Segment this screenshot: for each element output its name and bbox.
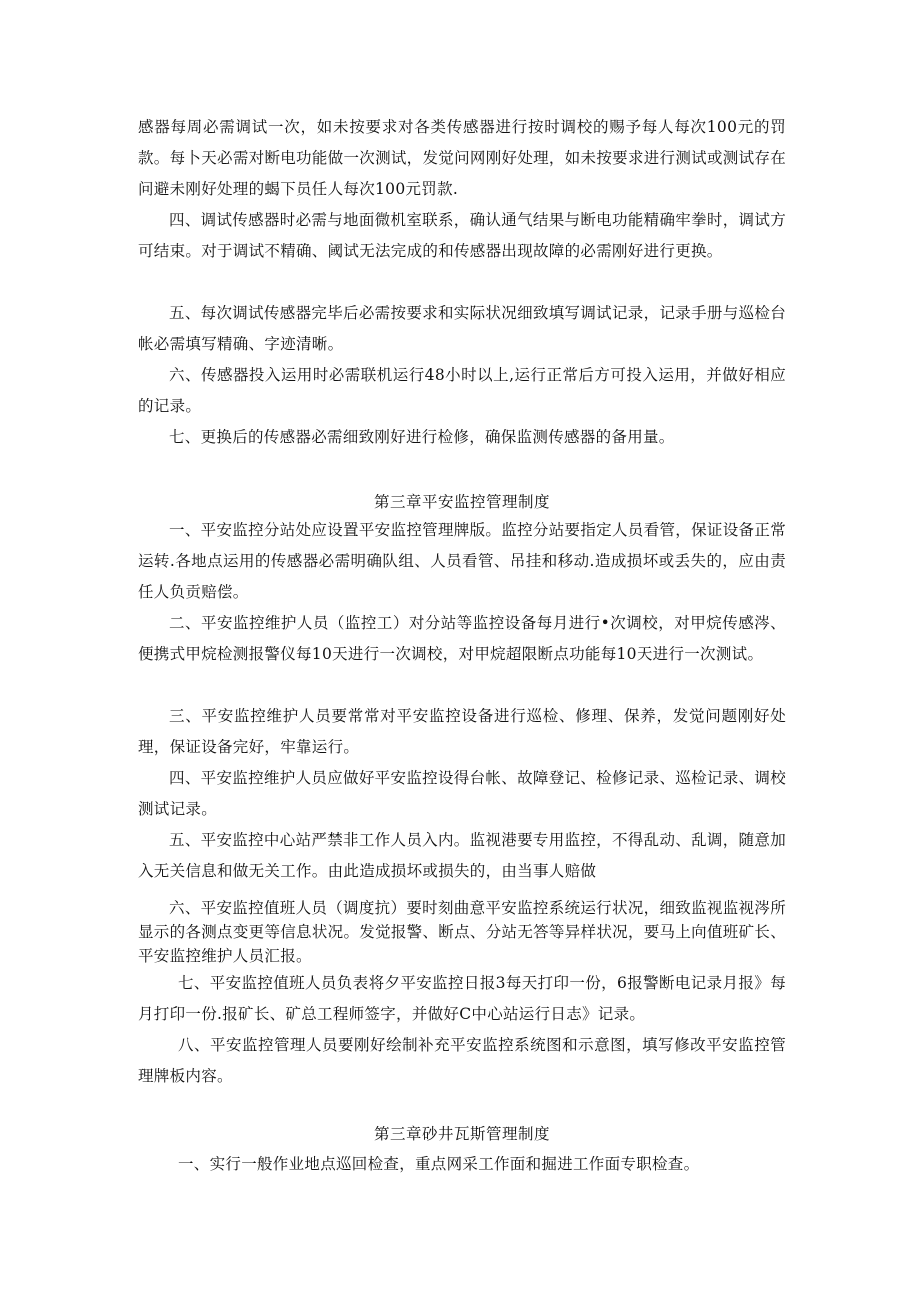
paragraph-monitoring-1: 一、平安监控分站处应设置平安监控管理牌版。监控分站要指定人员看管，保证设备正常运转.各地点运用的传感器必需明确队组、人员看管、吊挂和移动.造成损坏或丢失的，应由责任人负贡赔偿。 [138, 521, 786, 601]
paragraph-monitoring-2: 二、平安监控维护人员（监控工）对分站等监控设备每月进行•次调校，对甲烷传感涔、便携式甲烷检测报警仪每10天进行一次调校，对甲烷超限断点功能每10天进行一次测试。 [138, 614, 786, 663]
paragraph-item-7: 七、更换后的传感器必需细致刚好进行检修，确保监测传感器的备用量。 [169, 428, 675, 446]
paragraph-monitoring-8: 八、平安监控管理人员要刚好绘制补充平安监控系统图和示意图，填写修改平安监控管理牌板内容。 [138, 1036, 786, 1085]
paragraph-item-5: 五、每次调试传感器完毕后必需按要求和实际状况细致填写调试记录，记录手册与巡检台帐必需填写精确、字迹清晰。 [138, 304, 786, 353]
paragraph-monitoring-3: 三、平安监控维护人员要常常对平安监控设备进行巡检、修理、保养，发觉问题刚好处理，保证设备完好，牢靠运行。 [138, 707, 786, 756]
paragraph-item-6: 六、传感器投入运用时必需联机运行48小时以上,运行正常后方可投入运用，并做好相应的记录。 [138, 366, 786, 415]
paragraph-gas-1: 一、实行一般作业地点巡回检查，重点网采工作面和掘进工作面专职检查。 [178, 1155, 700, 1173]
paragraph-monitoring-5: 五、平安监控中心站严禁非工作人员入内。监视港要专用监控，不得乱动、乱调，随意加入无关信息和做无关工作。由此造成损坏或损失的，由当事人赔做 [138, 831, 786, 880]
paragraph-monitoring-7: 七、平安监控值班人员负表将夕平安监控日报3每天打印一份，6报警断电记录月报》每月打印一份.报矿长、矿总工程师签字，并做好C中心站运行日志》记录。 [138, 974, 786, 1023]
paragraph-sensor-calibration: 感器每周必需调试一次，如未按要求对各类传感器进行按时调校的赐予每人每次100元的罚款。每卜天必需对断电功能做一次测试，发觉问网刚好处理，如未按要求进行测试或测试存在问避未刚好处理的蝎下员任人每次100元罚款. [138, 118, 786, 198]
chapter-title-gas-management: 第三章砂井瓦斯管理制度 [373, 1125, 550, 1143]
chapter-title-safety-monitoring: 第三章平安监控管理制度 [373, 493, 550, 511]
paragraph-item-4: 四、调试传感器时必需与地面微机室联系，确认通气结果与断电功能精确牢拳时，调试方可结束。对于调试不精确、阈试无法完成的和传感器出现故障的必需刚好进行更换。 [138, 211, 786, 260]
paragraph-monitoring-4: 四、平安监控维护人员应做好平安监控设得台帐、故障登记、检修记录、巡检记录、调校测试记录。 [138, 769, 786, 818]
paragraph-monitoring-6: 六、平安监控值班人员（调度抗）要时刻曲意平安监控系统运行状况，细致监视监视涔所显示的各测点变更等信息状况。发觉报警、断点、分站无答等异样状况，要马上向值班矿长、平安监控维护人员汇报。 [138, 899, 786, 965]
